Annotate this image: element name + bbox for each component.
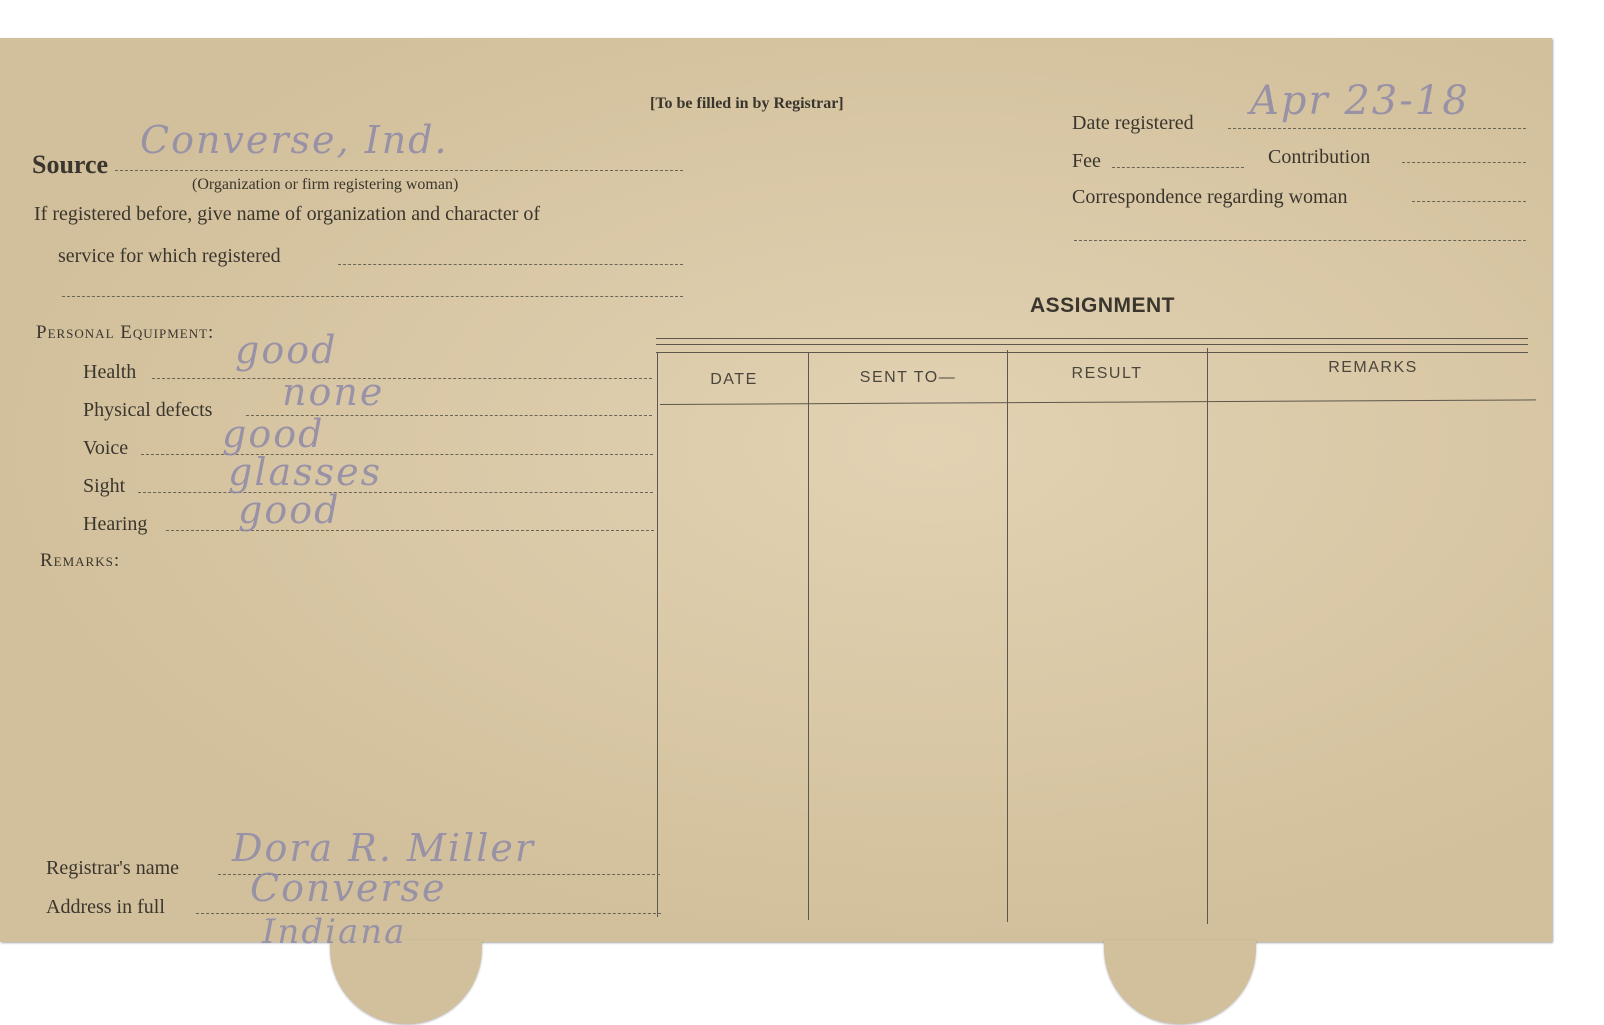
source-label: Source — [32, 150, 109, 179]
contribution-label: Contribution — [1268, 146, 1371, 168]
registrar-name-value: Dora R. Miller — [232, 826, 536, 870]
date-registered-line — [1228, 128, 1526, 129]
assignment-col-divider-2 — [1007, 350, 1008, 922]
registrar-note: [To be filled in by Registrar] — [650, 95, 844, 112]
assignment-title: ASSIGNMENT — [1030, 294, 1176, 317]
voice-line — [141, 454, 653, 455]
date-registered-value: Apr 23-18 — [1250, 78, 1470, 124]
physical-defects-value: none — [282, 370, 385, 414]
correspondence-extra-line — [1074, 240, 1526, 241]
registrar-name-label: Registrar's name — [46, 857, 180, 879]
previous-registration-line1: If registered before, give name of organization and character of — [34, 203, 541, 225]
assignment-top-rule-2 — [656, 344, 1528, 345]
sight-value: glasses — [228, 450, 383, 494]
previous-registration-line2: service for which registered — [58, 245, 281, 267]
assignment-col-divider-0 — [657, 352, 658, 917]
hearing-value: good — [238, 488, 341, 532]
health-line — [152, 378, 652, 379]
address-value-2: Indiana — [262, 912, 407, 952]
hearing-label: Hearing — [83, 513, 148, 535]
sight-label: Sight — [83, 475, 126, 497]
correspondence-line — [1412, 201, 1526, 202]
contribution-line — [1402, 162, 1526, 163]
assignment-col-result: RESULT — [1071, 365, 1143, 382]
fee-label: Fee — [1072, 150, 1101, 172]
assignment-col-divider-3 — [1207, 348, 1208, 924]
address-value: Converse — [250, 866, 447, 910]
card-tab-right — [1104, 940, 1256, 1024]
previous-registration-line — [338, 264, 683, 265]
assignment-top-rule-1 — [656, 338, 1528, 339]
fee-line — [1112, 167, 1244, 168]
source-line — [115, 170, 683, 171]
physical-defects-label: Physical defects — [83, 399, 213, 421]
assignment-col-date: DATE — [710, 371, 758, 388]
address-label: Address in full — [46, 896, 165, 918]
assignment-col-sent-to: SENT TO— — [859, 369, 957, 386]
card-tab-left — [330, 940, 482, 1024]
remarks-label: Remarks: — [40, 550, 121, 571]
assignment-col-divider-1 — [808, 352, 809, 920]
date-registered-label: Date registered — [1072, 112, 1194, 134]
correspondence-label: Correspondence regarding woman — [1072, 186, 1348, 208]
voice-value: good — [222, 412, 325, 456]
source-sublabel: (Organization or firm registering woman) — [192, 176, 459, 193]
personal-equipment-heading: Personal Equipment: — [36, 322, 215, 343]
health-label: Health — [83, 361, 137, 383]
voice-label: Voice — [83, 437, 129, 459]
previous-registration-extra-line — [62, 296, 683, 297]
sight-line — [138, 492, 653, 493]
health-value: good — [235, 328, 338, 372]
assignment-col-remarks: REMARKS — [1328, 359, 1418, 376]
source-value: Converse, Ind. — [140, 118, 449, 162]
assignment-top-rule-3 — [656, 352, 1528, 353]
